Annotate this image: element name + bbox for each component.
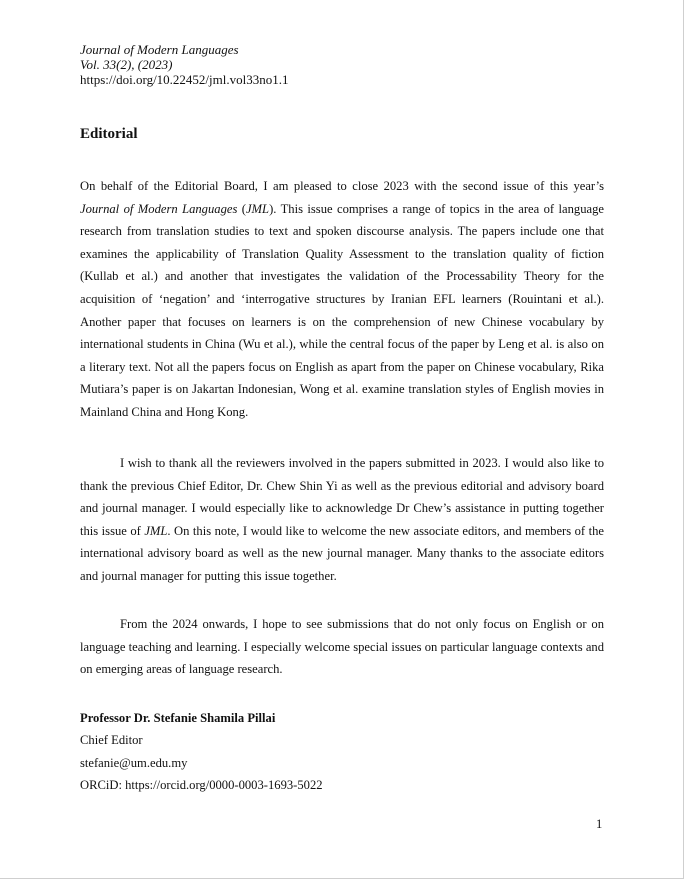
page-number: 1 xyxy=(596,817,603,831)
journal-volume: Vol. 33(2), (2023) xyxy=(80,57,173,72)
editor-email[interactable]: stefanie@um.edu.my xyxy=(80,755,188,770)
page-title: Editorial xyxy=(80,126,138,142)
journal-name: Journal of Modern Languages xyxy=(80,42,239,57)
signature-block xyxy=(80,707,323,797)
paragraph-thanks-text-1: I wish to thank all the reviewers involved in the papers submitted in 2023. I would also like to thank the previous Chief Editor, Dr. Chew Shin Yi as well as the previous editorial and advisory board and journal manager. I would especially like to acknowledge Dr Chew’s assistance in putting together this issue of xyxy=(80,456,604,538)
editor-name: Professor Dr. Stefanie Shamila Pillai xyxy=(80,711,276,725)
editor-orcid[interactable]: ORCiD: https://orcid.org/0000-0003-1693-5022 xyxy=(80,778,323,793)
paragraph-thanks-text-2: . On this note, I would like to welcome the new associate editors, and members of the international advisory board as well as the new journal manager. Many thanks to the associate editors and journal manager for putting this issue together. xyxy=(80,523,604,583)
journal-abbr-italic: JML xyxy=(245,201,270,216)
journal-title-italic: Journal of Modern Languages xyxy=(80,201,238,216)
doi-link[interactable]: https://doi.org/10.22452/jml.vol33no1.1 xyxy=(80,72,289,87)
paragraph-intro-text-1: On behalf of the Editorial Board, I am pleased to close 2023 with the second issue of this year’s xyxy=(80,179,604,193)
paragraph-intro-text-3: ). This issue comprises a range of topics in the area of language research from translation studies to text and spoken discourse analysis. The papers include one that examines the applicability of Translation Quality Assessment to the translation quality of fiction (Kullab et al.) and another that investigates the validation of the Processability Theory for the acquisition of ‘negation’ and ‘interrogative structures by Iranian EFL learners (Rouintani et al.). Another paper that focuses on learners is on the comprehension of new Chinese vocabulary by international students in China (Wu et al.), while the central focus of the paper by Leng et al. is also on a literary text. Not all the papers focus on English as apart from the paper on Chinese vocabulary, Rika Mutiara’s paper is on Jakartan Indonesian, Wong et al. examine translation styles of English movies in Mainland China and Hong Kong. xyxy=(80,201,604,419)
journal-abbr-italic-2: JML xyxy=(144,523,168,538)
paragraph-outlook: From the 2024 onwards, I hope to see submissions that do not only focus on English or on language teaching and learning. I especially welcome special issues on particular language contexts and on emerging areas of language research. xyxy=(80,617,604,677)
editor-role: Chief Editor xyxy=(80,733,143,748)
journal-header xyxy=(80,42,289,87)
paragraph-intro-text-2: ( xyxy=(237,201,246,216)
paragraph-thanks xyxy=(80,452,604,588)
paragraph-intro xyxy=(80,175,604,424)
